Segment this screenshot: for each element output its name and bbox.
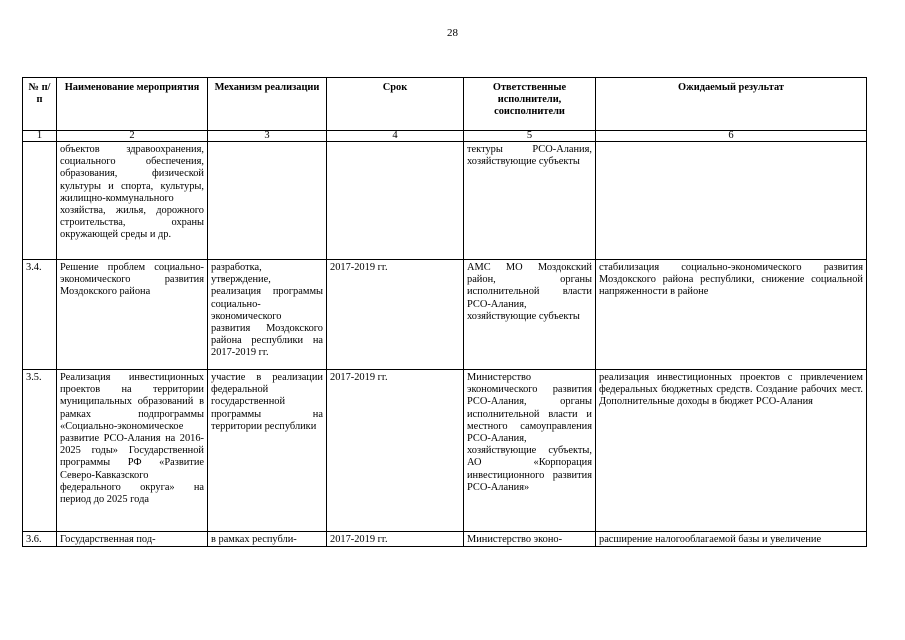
table-row: [23, 260, 867, 370]
header-executors: Ответственные исполнители, соисполнители: [464, 78, 596, 131]
row-number: 3.6.: [23, 532, 57, 547]
table-header-row: [23, 78, 867, 131]
column-number: 2: [57, 131, 208, 142]
page-number: 28: [447, 27, 458, 39]
row-number: 3.5.: [23, 370, 57, 532]
mechanism: в рамках республи-: [208, 532, 327, 547]
expected-result: расширение налогооблагаемой базы и увеличение: [596, 532, 867, 547]
column-number: 3: [208, 131, 327, 142]
expected-result: стабилизация социально-экономического развития Моздокского района республики, снижение социальной напряженности в районе: [596, 260, 867, 370]
mechanism: разработка, утверждение, реализация программы социально-экономического развития Моздокского района республики на 2017-2019 гг.: [208, 260, 327, 370]
column-number: 1: [23, 131, 57, 142]
header-mechanism: Механизм реализации: [208, 78, 327, 131]
measure-name: Решение проблем социально-экономического развития Моздокского района: [57, 260, 208, 370]
executors: тектуры РСО-Алания, хозяйствующие субъекты: [464, 142, 596, 260]
term: 2017-2019 гг.: [327, 370, 464, 532]
term: 2017-2019 гг.: [327, 532, 464, 547]
column-number: 4: [327, 131, 464, 142]
executors: Министерство экономического развития РСО-Алания, органы исполнительной власти и местного самоуправления РСО-Алания, хозяйствующие субъекты, АО «Корпорация инвестиционного развития РСО-Алания»: [464, 370, 596, 532]
executors: Министерство эконо-: [464, 532, 596, 547]
header-name: Наименование мероприятия: [57, 78, 208, 131]
table-row: [23, 370, 867, 532]
mechanism: участие в реализации федеральной государственной программы на территории республики: [208, 370, 327, 532]
row-number: [23, 142, 57, 260]
table-row: [23, 532, 867, 547]
header-term: Срок: [327, 78, 464, 131]
measure-name: Государственная под-: [57, 532, 208, 547]
column-number: 6: [596, 131, 867, 142]
header-result: Ожидаемый результат: [596, 78, 867, 131]
term: 2017-2019 гг.: [327, 260, 464, 370]
expected-result: [596, 142, 867, 260]
measure-name: объектов здравоохранения, социального обеспечения, образования, физической культуры и спорта, культуры, жилищно-коммунального хозяйства, жилья, дорожного строительства, охраны окружающей среды и др.: [57, 142, 208, 260]
header-number: № п/п: [23, 78, 57, 131]
term: [327, 142, 464, 260]
expected-result: реализация инвестиционных проектов с привлечением федеральных бюджетных средств. Создание рабочих мест. Дополнительные доходы в бюджет РСО-Алания: [596, 370, 867, 532]
table-row: [23, 142, 867, 260]
column-number-row: [23, 131, 867, 142]
executors: АМС МО Моздокский район, органы исполнительной власти РСО-Алания, хозяйствующие субъекты: [464, 260, 596, 370]
measures-table: [22, 77, 867, 547]
column-number: 5: [464, 131, 596, 142]
measure-name: Реализация инвестиционных проектов на территории муниципальных образований в рамках подпрограммы «Социально-экономическое развитие РСО-Алания на 2016-2025 годы» Государственной программы РФ «Развитие Северо-Кавказского федерального округа» на период до 2025 года: [57, 370, 208, 532]
mechanism: [208, 142, 327, 260]
row-number: 3.4.: [23, 260, 57, 370]
